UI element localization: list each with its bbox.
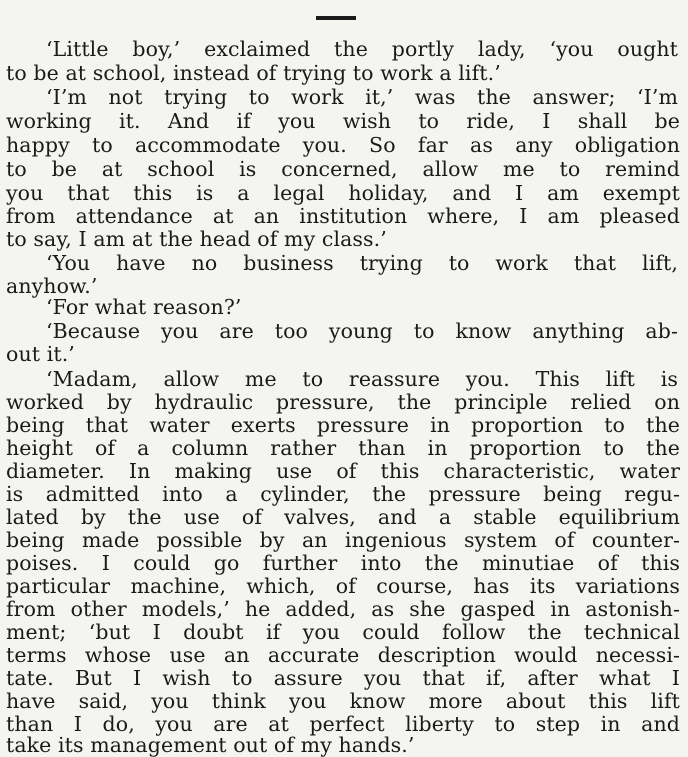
text-line: to say, I am at the head of my class.’: [6, 227, 387, 251]
text-line: out it.’: [6, 342, 75, 366]
text-line: have said, you think you know more about this lift: [6, 689, 680, 713]
text-line: happy to accommodate you. So far as any obligation: [6, 133, 680, 157]
text-line: to be at school, instead of trying to work a lift.’: [6, 61, 501, 85]
text-line: ‘You have no business trying to work that lift,: [46, 251, 678, 275]
text-line: you that this is a legal holiday, and I am exempt: [6, 181, 680, 205]
section-divider-rule: [316, 16, 356, 20]
text-line: anyhow.’: [6, 274, 98, 298]
text-line: ‘Madam, allow me to reassure you. This lift is: [46, 367, 678, 391]
text-line: tate. But I wish to assure you that if, after what I: [6, 666, 680, 690]
text-line: from attendance at an institution where, I am pleased: [6, 204, 680, 228]
text-line: diameter. In making use of this characteristic, water: [6, 459, 680, 483]
text-line: ment; ‘but I doubt if you could follow the technical: [6, 620, 680, 644]
text-line: ‘For what reason?’: [46, 295, 242, 319]
text-line: terms whose use an accurate description would necessi-: [6, 643, 680, 667]
text-line: ‘Because you are too young to know anything ab-: [46, 319, 678, 343]
text-line: being made possible by an ingenious system of counter-: [6, 528, 680, 552]
text-line: height of a column rather than in proportion to the: [6, 436, 680, 460]
text-line: particular machine, which, of course, has its variations: [6, 574, 680, 598]
text-line: poises. I could go further into the minutiae of this: [6, 551, 680, 575]
text-line: being that water exerts pressure in proportion to the: [6, 413, 680, 437]
text-line: from other models,’ he added, as she gasped in astonish-: [6, 597, 680, 621]
text-line: take its management out of my hands.’: [6, 733, 415, 757]
text-line: working it. And if you wish to ride, I shall be: [6, 109, 680, 133]
text-line: than I do, you are at perfect liberty to step in and: [6, 712, 680, 736]
text-line: worked by hydraulic pressure, the principle relied on: [6, 390, 680, 414]
text-line: lated by the use of valves, and a stable equilibrium: [6, 505, 680, 529]
text-line: to be at school is concerned, allow me to remind: [6, 157, 680, 181]
text-line: ‘Little boy,’ exclaimed the portly lady, ‘you ought: [46, 37, 678, 61]
text-line: ‘I’m not trying to work it,’ was the answer; ‘I’m: [46, 85, 678, 109]
text-line: is admitted into a cylinder, the pressure being regu-: [6, 482, 680, 506]
